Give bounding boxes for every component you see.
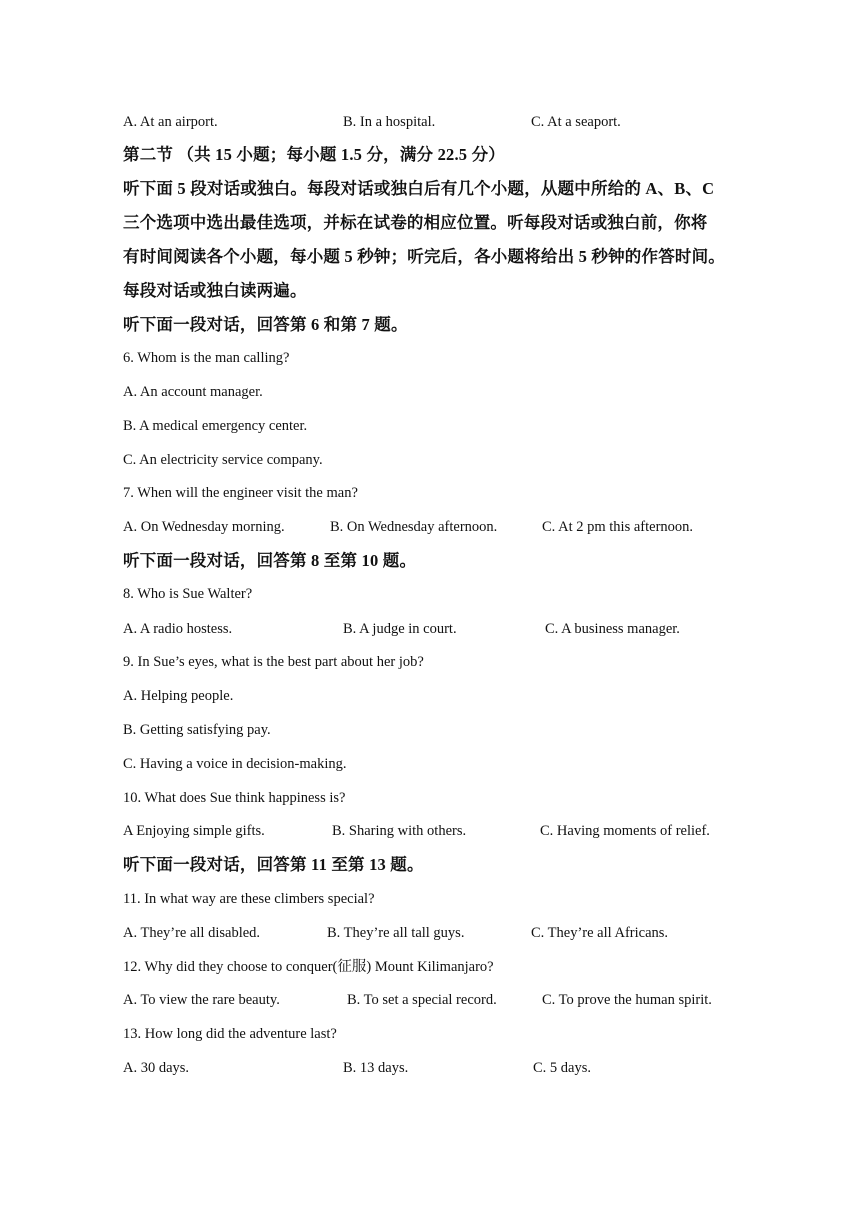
q6-option-c: C. An electricity service company. <box>123 452 323 468</box>
q6-option-a: A. An account manager. <box>123 384 263 400</box>
q10-option-c: C. Having moments of relief. <box>540 823 710 839</box>
section-heading: 第二节 （共 15 小题；每小题 1.5 分，满分 22.5 分） <box>123 145 505 164</box>
q6-option-b: B. A medical emergency center. <box>123 418 308 434</box>
q13-option-b: B. 13 days. <box>343 1060 409 1076</box>
instruction-line-2: 三个选项中选出最佳选项，并标在试卷的相应位置。听每段对话或独白前，你将 <box>123 213 708 232</box>
q13-option-c: C. 5 days. <box>533 1060 591 1076</box>
q9-option-c: C. Having a voice in decision-making. <box>123 756 347 772</box>
q11-option-b: B. They’re all tall guys. <box>327 925 465 941</box>
q13-question: 13. How long did the adventure last? <box>123 1026 337 1042</box>
q10-option-a: A Enjoying simple gifts. <box>123 823 265 839</box>
q7-option-a: A. On Wednesday morning. <box>123 519 285 535</box>
q12-option-c: C. To prove the human spirit. <box>542 992 712 1008</box>
group-heading-3: 听下面一段对话，回答第 11 至第 13 题。 <box>123 855 424 874</box>
q6-question: 6. Whom is the man calling? <box>123 350 290 366</box>
q7-option-b: B. On Wednesday afternoon. <box>330 519 498 535</box>
q11-option-c: C. They’re all Africans. <box>531 925 669 941</box>
q11-option-a: A. They’re all disabled. <box>123 925 261 941</box>
q11-question: 11. In what way are these climbers special? <box>123 891 375 907</box>
instruction-line-4: 每段对话或独白读两遍。 <box>123 281 307 300</box>
q5-option-b: B. In a hospital. <box>343 114 436 130</box>
q8-option-b: B. A judge in court. <box>343 621 457 637</box>
q8-option-c: C. A business manager. <box>545 621 680 637</box>
group-heading-1: 听下面一段对话，回答第 6 和第 7 题。 <box>123 315 408 334</box>
instruction-line-3: 有时间阅读各个小题，每小题 5 秒钟；听完后，各小题将给出 5 秒钟的作答时间。 <box>123 247 725 266</box>
q5-option-a: A. At an airport. <box>123 114 218 130</box>
q7-option-c: C. At 2 pm this afternoon. <box>542 519 694 535</box>
q13-option-a: A. 30 days. <box>123 1060 190 1076</box>
q7-question: 7. When will the engineer visit the man? <box>123 485 358 501</box>
q12-question: 12. Why did they choose to conquer(征服) Mount Kilimanjaro? <box>123 959 494 975</box>
q8-option-a: A. A radio hostess. <box>123 621 233 637</box>
q9-question: 9. In Sue’s eyes, what is the best part about her job? <box>123 654 424 670</box>
q10-option-b: B. Sharing with others. <box>332 823 467 839</box>
q8-question: 8. Who is Sue Walter? <box>123 586 253 602</box>
q5-option-c: C. At a seaport. <box>531 114 621 130</box>
q10-question: 10. What does Sue think happiness is? <box>123 790 346 806</box>
q12-option-a: A. To view the rare beauty. <box>123 992 280 1008</box>
q9-option-b: B. Getting satisfying pay. <box>123 722 271 738</box>
q9-option-a: A. Helping people. <box>123 688 234 704</box>
instruction-line-1: 听下面 5 段对话或独白。每段对话或独白后有几个小题，从题中所给的 A、B、C <box>123 179 715 198</box>
group-heading-2: 听下面一段对话，回答第 8 至第 10 题。 <box>123 551 417 570</box>
q12-option-b: B. To set a special record. <box>347 992 497 1008</box>
